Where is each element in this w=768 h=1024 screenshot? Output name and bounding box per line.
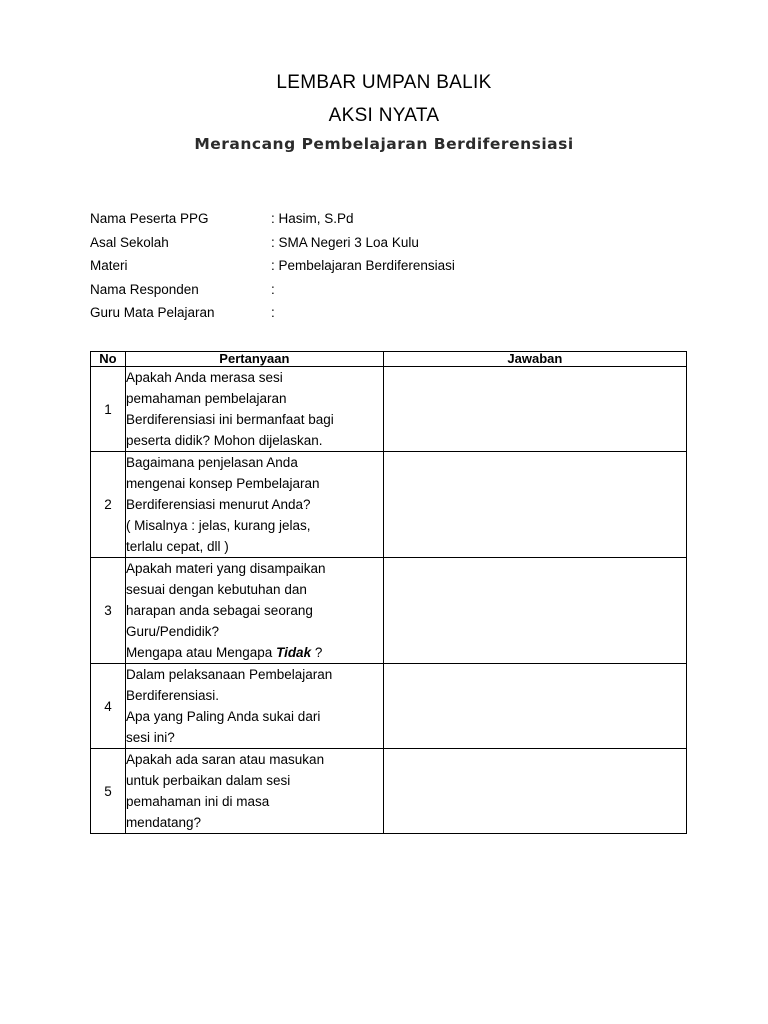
row-number: 2 [91,452,126,558]
document-title-secondary: AKSI NYATA [328,105,440,126]
row-number: 4 [91,664,126,749]
question-line: Apa yang Paling Anda sukai dari [125,709,321,724]
answer-cell[interactable] [383,749,686,834]
question-line: Guru/Pendidik? [125,624,219,639]
info-label: Asal Sekolah [90,234,169,250]
answer-cell[interactable] [383,664,686,749]
answer-cell[interactable] [383,367,686,452]
column-header-question: Pertanyaan [125,352,383,367]
question-line: Berdiferensiasi menurut Anda? [125,497,311,512]
info-label: Nama Peserta PPG [90,211,209,226]
question-line: untuk perbaikan dalam sesi [125,773,291,788]
info-label: Nama Responden [90,281,199,297]
question-line: sesuai dengan kebutuhan dan [125,582,307,597]
question-line: terlalu cepat, dll ) [125,539,229,554]
question-line: Apakah Anda merasa sesi [125,370,283,385]
info-label: Materi [90,258,128,273]
row-number: 3 [91,558,126,664]
column-header-answer: Jawaban [383,352,686,367]
row-number: 5 [91,749,126,834]
question-line: Berdiferensiasi ini bermanfaat bagi [125,412,334,427]
feedback-table [90,351,687,834]
question-line: pemahaman pembelajaran [125,391,287,406]
question-line: pemahaman ini di masa [125,794,270,809]
table-header-row [91,352,687,367]
emphasized-word: Tidak [276,645,312,660]
column-header-no: No [91,352,126,367]
document-subtitle: Merancang Pembelajaran Berdiferensiasi [194,135,574,153]
question-cell [125,664,383,749]
question-text: ? [311,645,323,660]
question-line: peserta didik? Mohon dijelaskan. [125,433,323,448]
info-value: : SMA Negeri 3 Loa Kulu [271,234,419,250]
answer-cell[interactable] [383,452,686,558]
table-row [91,452,687,558]
question-cell [125,452,383,558]
question-text: Mengapa atau Mengapa [125,645,277,660]
answer-cell[interactable] [383,558,686,664]
question-cell [125,558,383,664]
question-line: ( Misalnya : jelas, kurang jelas, [125,518,311,533]
info-value: : [271,281,275,297]
table-row [91,749,687,834]
row-number: 1 [91,367,126,452]
question-line [126,642,383,663]
info-value: : Pembelajaran Berdiferensiasi [271,258,455,273]
question-line: sesi ini? [125,730,175,745]
question-cell [125,367,383,452]
question-line: Berdiferensiasi. [125,688,219,703]
question-line: harapan anda sebagai seorang [125,603,313,618]
question-cell [125,749,383,834]
table-row [91,558,687,664]
question-line: Apakah materi yang disampaikan [125,561,326,576]
question-line: mendatang? [125,815,201,830]
table-row [91,367,687,452]
table-row [91,664,687,749]
info-value: : [271,305,275,320]
document-title: LEMBAR UMPAN BALIK [276,72,492,93]
question-line: Bagaimana penjelasan Anda [125,455,298,470]
info-label: Guru Mata Pelajaran [90,305,215,320]
question-line: Dalam pelaksanaan Pembelajaran [125,667,333,682]
info-value: : Hasim, S.Pd [271,211,354,226]
question-line: mengenai konsep Pembelajaran [125,476,320,491]
question-line: Apakah ada saran atau masukan [125,752,325,767]
